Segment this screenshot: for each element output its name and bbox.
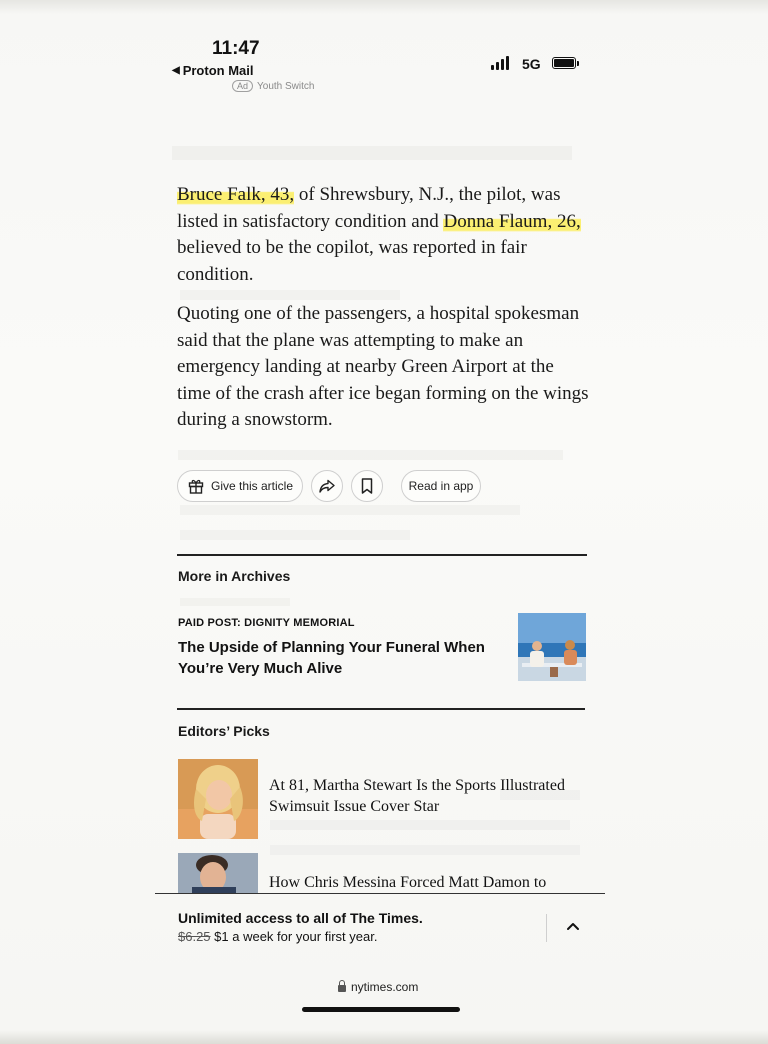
bleed-through [172, 146, 572, 160]
text-run: of Shrewsbury, N.J., the pilot, was listed in satisfactory condition and [177, 184, 561, 232]
chris-messina-photo [178, 853, 258, 893]
pick-thumbnail [178, 853, 258, 893]
paper-edge [0, 1030, 768, 1044]
couple-on-boat-image [518, 613, 586, 681]
bleed-through [178, 450, 563, 460]
network-type: 5G [522, 56, 541, 72]
paper-edge [0, 0, 768, 14]
share-arrow-icon [318, 477, 336, 495]
give-article-label: Give this article [210, 479, 294, 493]
paid-post-thumbnail[interactable] [518, 613, 586, 681]
chevron-up-svg [566, 921, 580, 931]
editors-pick-item[interactable] [178, 759, 588, 839]
highlighted-text: Donna Flaum, 26, [443, 210, 581, 232]
old-price: $6.25 [178, 929, 211, 944]
paid-post-headline[interactable]: The Upside of Planning Your Funeral When You’re Very Much Alive [178, 639, 485, 677]
bleed-through [180, 505, 520, 515]
save-bookmark-button[interactable] [351, 470, 383, 502]
battery-nub [577, 61, 579, 66]
bleed-through [180, 598, 290, 606]
give-article-button[interactable] [177, 470, 303, 502]
promo-divider-line [155, 893, 605, 894]
back-app-label: Proton Mail [182, 63, 254, 78]
promo-price[interactable] [178, 929, 377, 944]
battery-icon [552, 57, 576, 69]
clock: 11:47 [212, 38, 260, 59]
article-paragraph: Quoting one of the passengers, a hospital spokesman said that the plane was attempting to make an emergency landing at nearby Green Airport at the time of the crash after ice began forming on the wings during a snowstorm. [177, 303, 589, 430]
ad-text: Youth Switch [257, 80, 315, 92]
paid-post-label: PAID POST: DIGNITY MEMORIAL [178, 617, 355, 629]
bookmark-icon [359, 477, 375, 495]
pick-headline: How Chris Messina Forced Matt Damon to [269, 874, 547, 891]
promo-headline[interactable]: Unlimited access to all of The Times. [178, 910, 423, 926]
back-triangle-icon: ◀ [172, 65, 180, 76]
pick-headline: At 81, Martha Stewart Is the Sports Illustrated Swimsuit Issue Cover Star [269, 777, 565, 815]
highlighted-text: Bruce Falk, 43, [177, 184, 295, 205]
read-in-app-button[interactable]: Read in app [401, 470, 481, 502]
more-in-archives-heading: More in Archives [178, 568, 291, 584]
article-actions [177, 470, 481, 502]
martha-stewart-photo [178, 759, 258, 839]
lock-icon [338, 985, 346, 992]
gift-icon [187, 477, 205, 495]
home-indicator[interactable] [302, 1007, 460, 1012]
section-divider [177, 554, 587, 556]
article-paragraph [177, 182, 592, 288]
bleed-through [180, 530, 410, 540]
section-divider [177, 708, 585, 710]
chevron-up-icon[interactable] [566, 918, 580, 935]
promo-separator [546, 914, 547, 942]
signal-strength-icon [491, 56, 509, 70]
back-to-app-link[interactable] [172, 63, 253, 78]
article-body [177, 182, 592, 447]
pick-thumbnail [178, 759, 258, 839]
ad-badge: Ad [232, 80, 253, 92]
ad-banner[interactable] [232, 80, 314, 92]
offer-text: $1 a week for your first year. [214, 929, 378, 944]
url-text: nytimes.com [351, 980, 419, 994]
editors-picks-heading: Editors’ Picks [178, 723, 270, 739]
address-bar[interactable] [338, 980, 418, 994]
editors-pick-item[interactable] [178, 853, 588, 893]
share-button[interactable] [311, 470, 343, 502]
text-run: believed to be the copilot, was reported in fair condition. [177, 237, 527, 285]
